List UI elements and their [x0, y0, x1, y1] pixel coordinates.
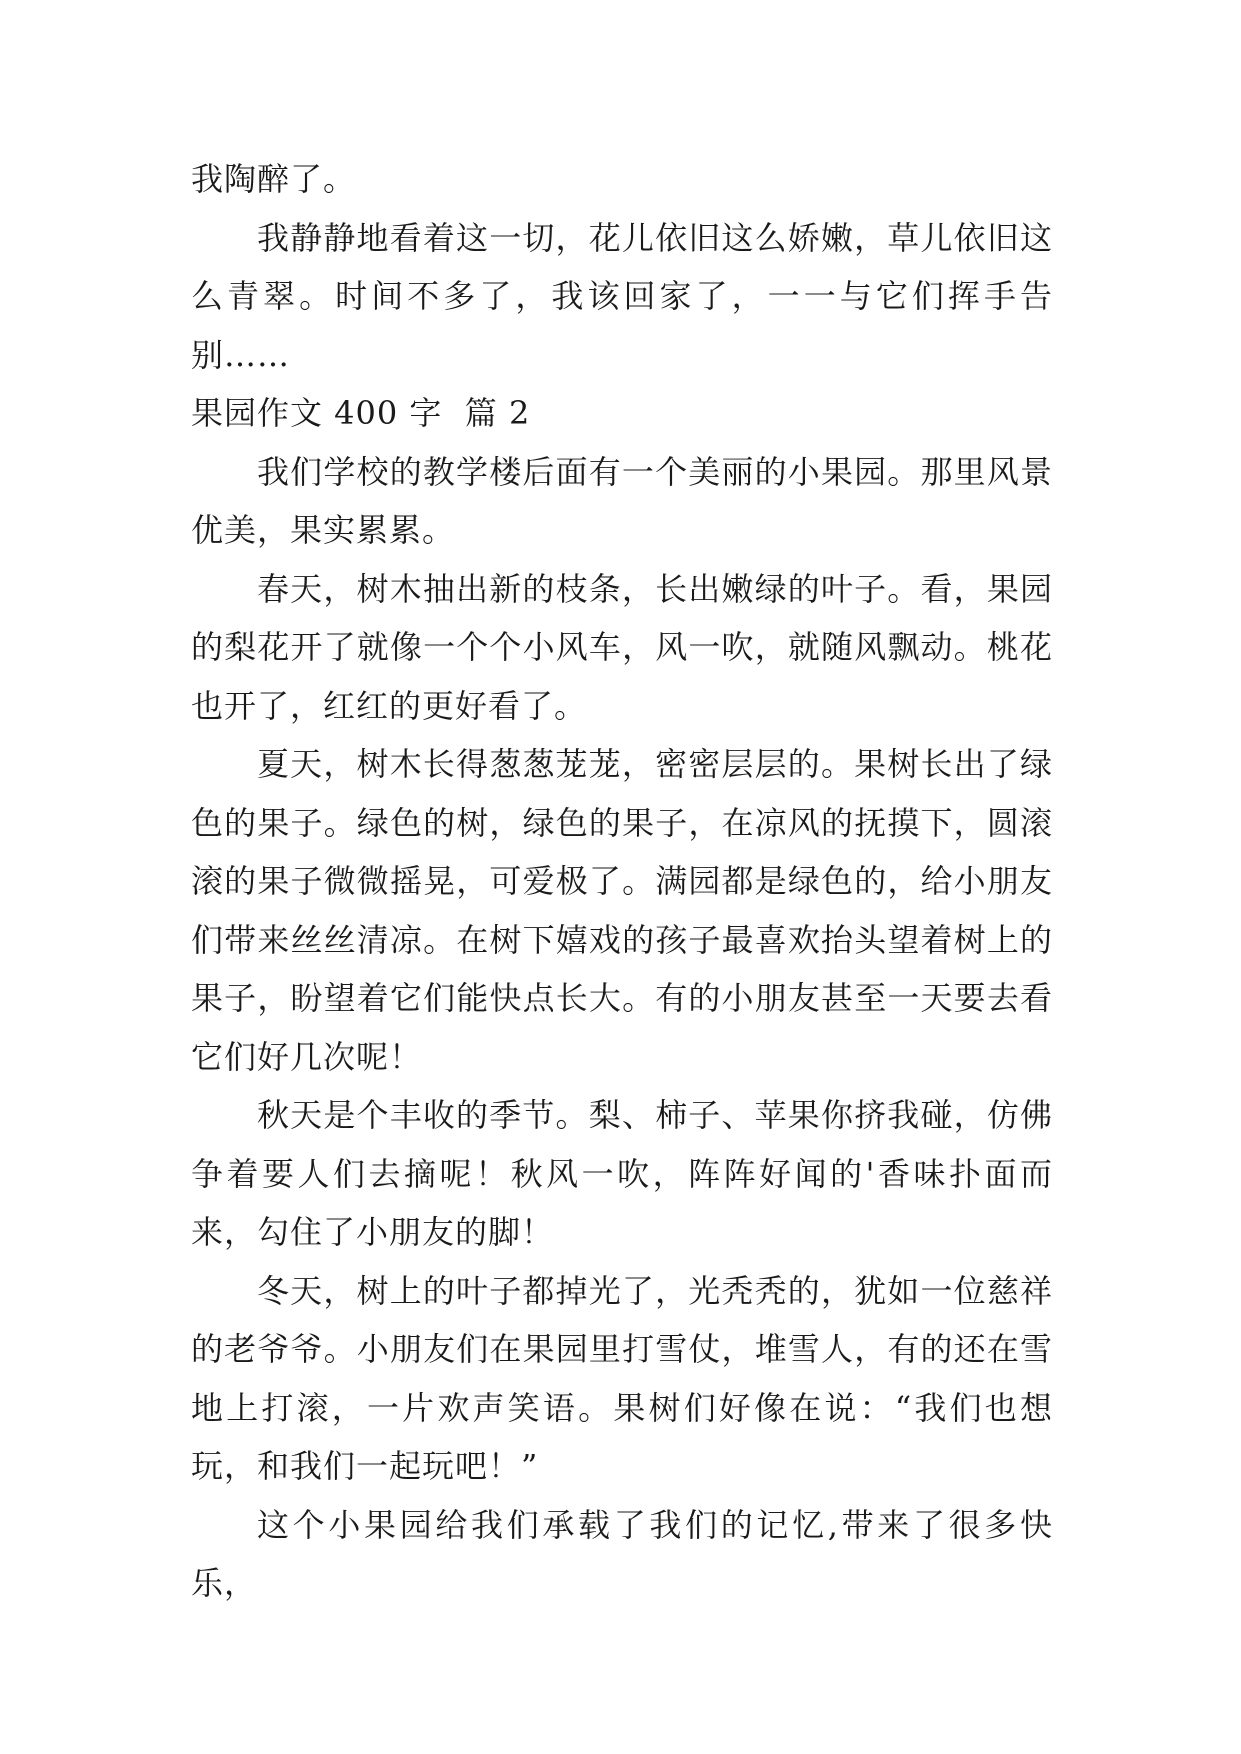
document-body — [191, 150, 1053, 1613]
paragraph-farewell: 我静静地看着这一切，花儿依旧这么娇嫩，草儿依旧这么青翠。时间不多了，我该回家了，一一与它们挥手告别…… — [191, 218, 1053, 374]
paragraph-conclusion: 这个小果园给我们承载了我们的记忆,带来了很多快乐， — [191, 1505, 1053, 1602]
section-heading: 果园作文 400 字 篇 2 — [191, 394, 531, 432]
paragraph-winter: 冬天，树上的叶子都掉光了，光秃秃的，犹如一位慈祥的老爷爷。小朋友们在果园里打雪仗，堆雪人，有的还在雪地上打滚，一片欢声笑语。果树们好像在说：“我们也想玩，和我们一起玩吧！” — [191, 1271, 1053, 1485]
paragraph-spring: 春天，树木抽出新的枝条，长出嫩绿的叶子。看，果园的梨花开了就像一个个小风车，风一吹，就随风飘动。桃花也开了，红红的更好看了。 — [191, 569, 1053, 725]
paragraph-autumn: 秋天是个丰收的季节。梨、柿子、苹果你挤我碰，仿佛争着要人们去摘呢！秋风一吹，阵阵好闻的'香味扑面而来，勾住了小朋友的脚！ — [191, 1096, 1053, 1251]
paragraph-intro: 我们学校的教学楼后面有一个美丽的小果园。那里风景优美，果实累累。 — [191, 452, 1053, 549]
paragraph-summer: 夏天，树木长得葱葱茏茏，密密层层的。果树长出了绿色的果子。绿色的树，绿色的果子，在凉风的抚摸下，圆滚滚的果子微微摇晃，可爱极了。满园都是绿色的，给小朋友们带来丝丝清凉。在树下嬉戏的孩子最喜欢抬头望着树上的果子，盼望着它们能快点长大。有的小朋友甚至一天要去看它们好几次呢！ — [191, 745, 1053, 1076]
paragraph-continuation: 我陶醉了。 — [191, 160, 357, 198]
